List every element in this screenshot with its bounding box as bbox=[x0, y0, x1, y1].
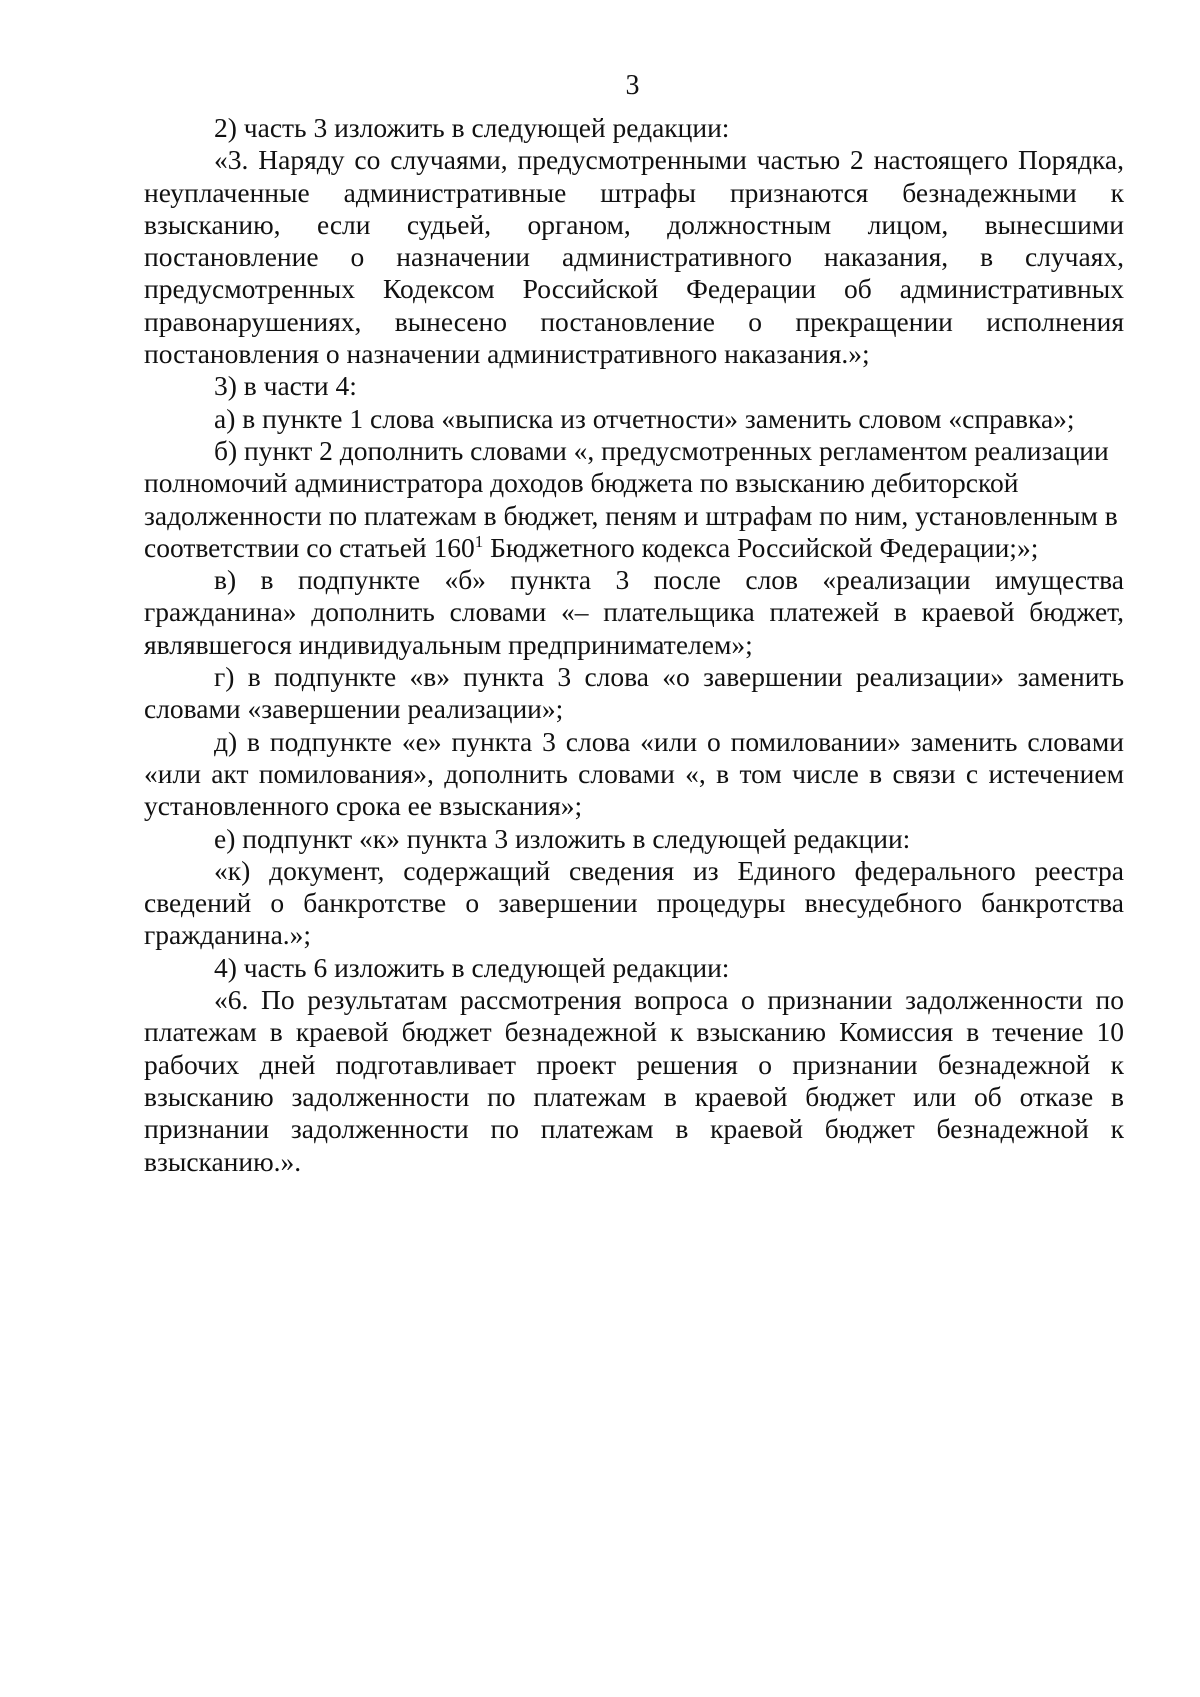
paragraph-item-g: г) в подпункте «в» пункта 3 слова «о завершении реализации» заменить словами «завершении реализации»; bbox=[144, 661, 1124, 725]
paragraph-item-b-tail: Бюджетного кодекса Российской Федерации;»; bbox=[483, 531, 1039, 563]
superscript: 1 bbox=[474, 531, 484, 551]
paragraph-item-a: а) в пункте 1 слова «выписка из отчетности» заменить словом «справка»; bbox=[214, 402, 1075, 434]
paragraph-part3-heading: 2) часть 3 изложить в следующей редакции: bbox=[214, 112, 730, 143]
page-number: 3 bbox=[625, 70, 640, 101]
paragraph-item-b-text: б) пункт 2 дополнить словами «, предусмотренных регламентом реализации полномочий администратора доходов бюджета по взысканию дебиторской задолженности по платежам в бюджет, пеням и штрафам по ним, установленным в соответствии со статьей 160 bbox=[144, 434, 1118, 563]
paragraph-item-k-text: «к) документ, содержащий сведения из Единого федерального реестра сведений о банкротстве о завершении процедуры внесудебного банкротства гражданина.»; bbox=[144, 854, 1124, 951]
paragraph-part6-heading: 4) часть 6 изложить в следующей редакции: bbox=[214, 951, 730, 983]
document-body bbox=[144, 112, 1124, 1178]
paragraph-item-b bbox=[144, 435, 1124, 564]
paragraph-item-v: в) в подпункте «б» пункта 3 после слов «реализации имущества гражданина» дополнить словами «– плательщика платежей в краевой бюджет, являвшегося индивидуальным предпринимателем»; bbox=[144, 564, 1124, 660]
paragraph-part6-text: «6. По результатам рассмотрения вопроса о признании задолженности по платежам в краевой бюджет безнадежной к взысканию Комиссия в течение 10 рабочих дней подготавливает проект решения о признании безнадежной к взысканию задолженности по платежам в краевой бюджет или об отказе в признании задолженности по платежам в краевой бюджет безнадежной к взысканию.». bbox=[144, 984, 1124, 1177]
paragraph-item-d: д) в подпункте «е» пункта 3 слова «или о помиловании» заменить словами «или акт помилования», дополнить словами «, в том числе в связи с истечением установленного срока ее взыскания»; bbox=[144, 725, 1124, 822]
paragraph-part3-text: «3. Наряду со случаями, предусмотренными частью 2 настоящего Порядка, неуплаченные административные штрафы признаются безнадежными к взысканию, если судьей, органом, должностным лицом, вынесшими постановление о назначении административного наказания, в случаях, предусмотренных Кодексом Российской Федерации об административных правонарушениях, вынесено постановление о прекращении исполнения постановления о назначении административного наказания.»; bbox=[144, 144, 1124, 370]
paragraph-part4-heading: 3) в части 4: bbox=[214, 370, 357, 402]
paragraph-item-e: е) подпункт «к» пункта 3 изложить в следующей редакции: bbox=[214, 822, 911, 854]
